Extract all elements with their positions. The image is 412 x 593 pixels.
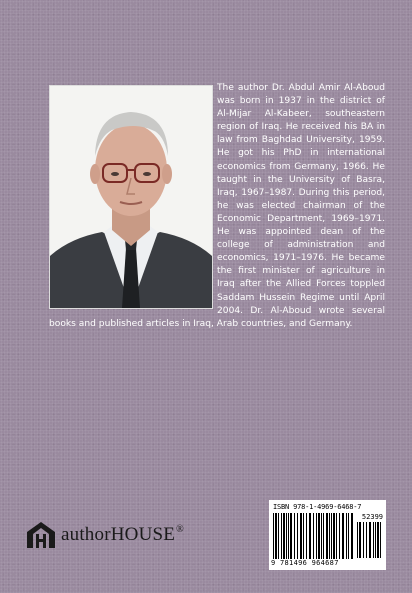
authorhouse-logo-icon	[25, 520, 57, 550]
isbn-label: ISBN 978-1-4969-6468-7	[273, 503, 362, 511]
bio-text: The author Dr. Abdul Amir Al-Aboud was born in 1937 in the district of Al-Mijar Al-Kabeer, southeastern region of Iraq. He received his BA in law from Baghdad University, 1959. He got his PhD in international economics from Germany, 1966. He taught in the University of Basra, Iraq, 1967–1987. During this period, he was elected chairman of the Economic Department, 1969–1971. He was appointed dean of the college of administration and economics, 1971–1976. He became the first minister of agriculture in Iraq after the Allied Forces toppled Saddam Hussein Regime until April 2004. Dr. Al-Aboud wrote several books and published articles in Iraq, Arab countries, and Germany.	[49, 83, 385, 329]
publisher-logo	[25, 520, 184, 550]
addon-barcode-icon	[357, 522, 383, 558]
author-bio	[49, 82, 385, 331]
bio-wrap-spacer	[49, 82, 217, 316]
barcode-icon	[273, 513, 355, 559]
isbn-barcode	[269, 500, 386, 570]
publisher-name: authorHOUSE®	[61, 524, 184, 545]
ean-digits: 9 781496 964687	[271, 559, 339, 567]
price-code: 52399	[361, 513, 383, 521]
